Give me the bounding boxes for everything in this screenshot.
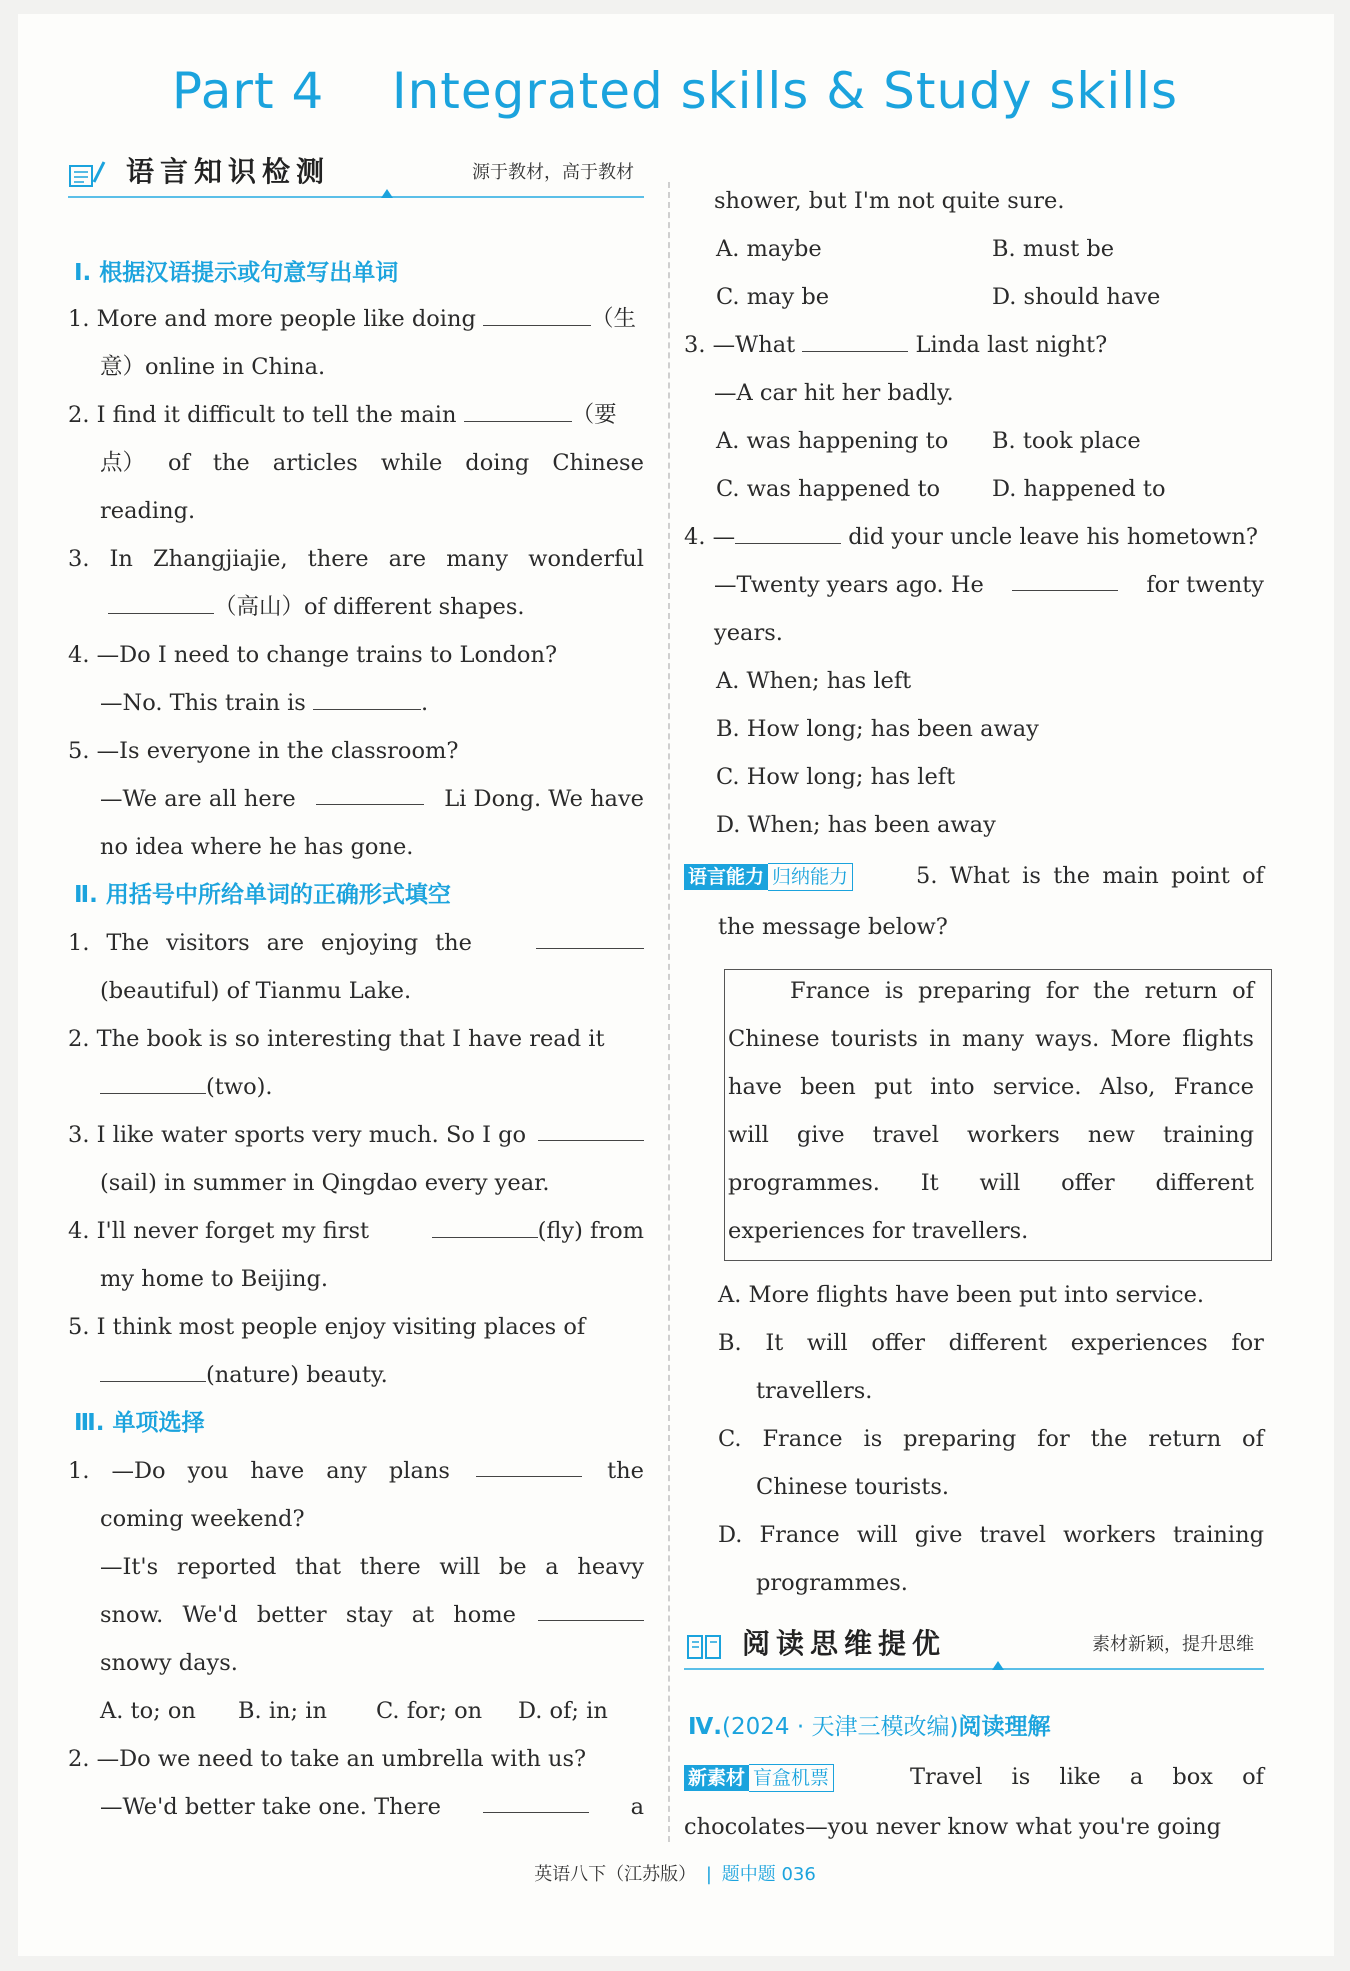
- word: for: [1045, 978, 1079, 1004]
- option-b[interactable]: B. must be: [992, 236, 1115, 262]
- answer-blank[interactable]: [735, 523, 841, 544]
- q5-option-b[interactable]: [718, 1328, 1264, 1358]
- header-title: 语言知识检测: [126, 155, 331, 188]
- word: preparing: [918, 978, 1032, 1004]
- notebook-pen-icon: [68, 158, 108, 190]
- answer-blank[interactable]: [538, 1120, 644, 1141]
- word: service.: [992, 1074, 1082, 1100]
- word: many: [962, 1026, 1024, 1052]
- word: will: [728, 1122, 769, 1148]
- word: box: [1172, 1764, 1213, 1790]
- word: are: [388, 546, 427, 572]
- header-marker: [381, 189, 393, 198]
- word: experiences for travellers.: [728, 1218, 1029, 1244]
- s2-q4-line2: my home to Beijing.: [100, 1266, 329, 1292]
- word: workers: [1063, 1522, 1156, 1548]
- answer-blank[interactable]: [483, 1792, 589, 1813]
- word: 1.: [68, 1458, 90, 1484]
- s1-q4-line2: —No. This train is .: [100, 690, 429, 716]
- s2-q4-line1: 4. I'll never forget my first (fly) from: [68, 1218, 644, 1244]
- r-q4-line3: years.: [714, 620, 783, 646]
- word: put: [874, 1074, 912, 1100]
- r-q4-line2: —Twenty years ago. He for twenty: [714, 572, 1264, 598]
- answer-blank[interactable]: [432, 1217, 538, 1238]
- header-language-check: [68, 148, 644, 198]
- s1-q4-line1: 4. —Do I need to change trains to London?: [68, 642, 558, 668]
- s2-q1-line1: [68, 928, 644, 958]
- word: home: [453, 1602, 516, 1628]
- word: training: [1173, 1522, 1264, 1548]
- s1-q1-line2: 意）online in China.: [100, 354, 326, 380]
- q2-options-row1: [716, 234, 1114, 264]
- answer-blank[interactable]: [313, 689, 421, 710]
- word: offer: [1061, 1170, 1115, 1196]
- r-q5-line1: [684, 861, 1264, 891]
- tag-new-material: 新素材: [684, 1765, 749, 1791]
- word: France: [759, 1522, 840, 1548]
- word: travel: [872, 1122, 939, 1148]
- word: you: [187, 1458, 229, 1484]
- word: experiences: [1070, 1330, 1208, 1356]
- word: that: [295, 1554, 342, 1580]
- word: there: [359, 1554, 421, 1580]
- answer-blank[interactable]: [100, 1073, 206, 1094]
- tag-induction-ability: 归纳能力: [768, 863, 853, 891]
- answer-blank[interactable]: [1012, 570, 1118, 591]
- word: give: [914, 1522, 963, 1548]
- word: new: [1087, 1122, 1135, 1148]
- s2-q5-line1: 5. I think most people enjoy visiting places of: [68, 1314, 586, 1340]
- r-q3-line2: —A car hit her badly.: [714, 380, 954, 406]
- word: doing: [465, 450, 530, 476]
- header-title: 阅读思维提优: [742, 1627, 947, 1660]
- word: the: [435, 930, 472, 956]
- s3-q1-line5: snowy days.: [100, 1650, 238, 1676]
- word: a: [1129, 1764, 1144, 1790]
- word: of: [168, 450, 190, 476]
- r-q5-line2: the message below?: [718, 914, 948, 940]
- word: tourists: [830, 1026, 918, 1052]
- word: visitors: [166, 930, 250, 956]
- header-reading-improve: [684, 1620, 1264, 1670]
- word: workers: [967, 1122, 1060, 1148]
- word: France: [1173, 1074, 1254, 1100]
- option-a[interactable]: A. to; on: [100, 1698, 196, 1724]
- word: return: [1144, 978, 1218, 1004]
- word: B.: [718, 1330, 742, 1356]
- answer-blank[interactable]: [536, 928, 644, 949]
- option-d[interactable]: D. happened to: [992, 476, 1166, 502]
- word: articles: [272, 450, 358, 476]
- option-a[interactable]: A. maybe: [716, 236, 822, 262]
- s1-q3-line1: [68, 544, 644, 574]
- section-1-heading: Ⅰ. 根据汉语提示或句意写出单词: [74, 260, 399, 286]
- s1-q2-line1: 2. I find it difficult to tell the main （要: [68, 402, 617, 428]
- option-c[interactable]: C. may be: [716, 284, 830, 310]
- q5-option-c-cont: Chinese tourists.: [756, 1474, 950, 1500]
- word: are: [266, 930, 305, 956]
- word: will: [856, 1522, 898, 1548]
- word: while: [380, 450, 443, 476]
- s2-q2-line2: (two).: [100, 1072, 273, 1102]
- word: in: [929, 1026, 951, 1052]
- word: We'd: [182, 1602, 238, 1628]
- word: a: [545, 1554, 559, 1580]
- word: offer: [871, 1330, 925, 1356]
- word: give: [796, 1122, 845, 1148]
- word: plans: [388, 1458, 450, 1484]
- tag-language-ability: 语言能力: [684, 864, 768, 890]
- word: 5.: [916, 863, 938, 889]
- word: flights: [1182, 1026, 1254, 1052]
- r-q3-line1: 3. —What Linda last night?: [684, 332, 1108, 358]
- s3-q1-options: [100, 1696, 608, 1726]
- header-marker: [992, 1661, 1004, 1670]
- box-line2: [728, 1024, 1254, 1054]
- word: have: [728, 1074, 782, 1100]
- word: Chinese: [728, 1026, 820, 1052]
- q3-options-row2: [716, 474, 1166, 504]
- word: heavy: [577, 1554, 644, 1580]
- word: More: [1110, 1026, 1172, 1052]
- q5-option-b-cont: travellers.: [756, 1378, 873, 1404]
- s3-q1-line2: coming weekend?: [100, 1506, 305, 1532]
- word: —Do: [111, 1458, 166, 1484]
- word: ways.: [1035, 1026, 1100, 1052]
- word: different: [1155, 1170, 1254, 1196]
- passage-line1: [684, 1762, 1264, 1792]
- word: there: [307, 546, 369, 572]
- word: for: [1037, 1426, 1070, 1452]
- word: —It's: [100, 1554, 159, 1580]
- option-a[interactable]: A. was happening to: [716, 428, 949, 454]
- word: is: [863, 1426, 883, 1452]
- s1-q3-line2: （高山）of different shapes.: [108, 592, 525, 622]
- word: France: [790, 978, 871, 1004]
- r-q4-line1: 4. — did your uncle leave his hometown?: [684, 524, 1258, 550]
- word: for: [1231, 1330, 1264, 1356]
- word: It: [765, 1330, 784, 1356]
- word: the: [1090, 1426, 1128, 1452]
- open-book-icon: [684, 1630, 724, 1662]
- page-footer: [0, 1860, 1350, 1886]
- s2-q5-line2: (nature) beauty.: [100, 1360, 388, 1390]
- part-title: Part 4 Integrated skills & Study skills: [171, 62, 1179, 120]
- s2-q1-line2: (beautiful) of Tianmu Lake.: [100, 978, 412, 1004]
- word: enjoying: [321, 930, 419, 956]
- word: 3.: [68, 546, 90, 572]
- answer-blank[interactable]: [464, 401, 572, 422]
- word: programmes.: [728, 1170, 880, 1196]
- book-name: 英语八下（江苏版）: [534, 1864, 697, 1885]
- word: of: [1242, 863, 1264, 889]
- answer-blank[interactable]: [483, 305, 591, 326]
- word: 1.: [68, 930, 90, 956]
- word: different: [948, 1330, 1048, 1356]
- word: of: [1232, 978, 1254, 1004]
- word: reported: [176, 1554, 277, 1580]
- s1-q5-line3: no idea where he has gone.: [100, 834, 414, 860]
- footer-separator: |: [705, 1864, 712, 1885]
- word: return: [1148, 1426, 1222, 1452]
- word: snow.: [100, 1602, 164, 1628]
- word: is: [884, 978, 904, 1004]
- word: of: [1242, 1426, 1264, 1452]
- word: stay: [345, 1602, 393, 1628]
- page-number: 题中题 036: [721, 1864, 816, 1885]
- word: In: [109, 546, 133, 572]
- word: will: [439, 1554, 481, 1580]
- q5-option-a[interactable]: A. More flights have been put into service.: [718, 1282, 1205, 1308]
- s1-q5-line2: —We are all here Li Dong. We have: [100, 786, 644, 812]
- header-subtitle: 素材新颖，提升思维: [1092, 1634, 1254, 1655]
- s2-q3-line1: 3. I like water sports very much. So I go: [68, 1120, 644, 1150]
- word: the: [1093, 978, 1131, 1004]
- q5-option-d[interactable]: [718, 1520, 1264, 1550]
- box-line6: [728, 1216, 1028, 1246]
- option-b[interactable]: B. How long; has been away: [716, 716, 1039, 742]
- s3-q1-line3: [100, 1552, 644, 1582]
- column-divider: [668, 182, 670, 1842]
- option-b[interactable]: B. in; in: [238, 1698, 327, 1724]
- word: will: [806, 1330, 848, 1356]
- box-line4: [728, 1120, 1254, 1150]
- word: wonderful: [528, 546, 644, 572]
- s1-q1-line1: 1. More and more people like doing （生: [68, 306, 637, 332]
- word: 点）: [100, 450, 146, 476]
- s2-q3-line2: (sail) in summer in Qingdao every year.: [100, 1170, 550, 1196]
- option-d[interactable]: D. of; in: [518, 1698, 608, 1724]
- word: the: [212, 450, 250, 476]
- section-4-heading: Ⅳ.(2024 · 天津三模改编)阅读理解: [688, 1714, 1051, 1740]
- word: like: [1059, 1764, 1101, 1790]
- word: any: [326, 1458, 367, 1484]
- word: will: [979, 1170, 1021, 1196]
- r-continuation: shower, but I'm not quite sure.: [714, 188, 1065, 214]
- word: the: [1053, 863, 1091, 889]
- word: of: [1242, 1764, 1264, 1790]
- word: Zhangjiajie,: [152, 546, 288, 572]
- tag-blind-box-ticket: 盲盒机票: [749, 1764, 834, 1792]
- option-d[interactable]: D. When; has been away: [716, 812, 996, 838]
- word: better: [256, 1602, 327, 1628]
- q3-options-row1: [716, 426, 1141, 456]
- s3-q1-line4: [100, 1600, 644, 1630]
- box-line1: [790, 976, 1254, 1006]
- word: France: [762, 1426, 843, 1452]
- option-a[interactable]: A. When; has left: [716, 668, 912, 694]
- word: Chinese: [552, 450, 644, 476]
- word: Travel: [910, 1764, 983, 1790]
- answer-blank[interactable]: [108, 593, 214, 614]
- option-c[interactable]: C. How long; has left: [716, 764, 956, 790]
- word: be: [498, 1554, 527, 1580]
- answer-blank[interactable]: [316, 784, 424, 805]
- s1-q5-line1: 5. —Is everyone in the classroom?: [68, 738, 459, 764]
- word: is: [1011, 1764, 1031, 1790]
- word: been: [800, 1074, 856, 1100]
- section-3-heading: Ⅲ. 单项选择: [74, 1410, 205, 1436]
- option-d[interactable]: D. should have: [992, 284, 1161, 310]
- option-c[interactable]: C. was happened to: [716, 476, 941, 502]
- answer-blank[interactable]: [802, 331, 908, 352]
- q5-option-d-cont: programmes.: [756, 1570, 908, 1596]
- word: at: [411, 1602, 435, 1628]
- word: What: [949, 863, 1010, 889]
- section-2-heading: Ⅱ. 用括号中所给单词的正确形式填空: [74, 882, 451, 908]
- answer-blank[interactable]: [100, 1361, 206, 1382]
- s3-q2-line1: 2. —Do we need to take an umbrella with us?: [68, 1746, 587, 1772]
- word: preparing: [903, 1426, 1017, 1452]
- word: D.: [718, 1522, 743, 1548]
- word: Also,: [1099, 1074, 1156, 1100]
- option-c[interactable]: C. for; on: [376, 1698, 483, 1724]
- word: is: [1022, 863, 1041, 889]
- s2-q2-line1: 2. The book is so interesting that I have read it: [68, 1026, 605, 1052]
- s1-q2-line3: reading.: [100, 498, 196, 524]
- box-line3: [728, 1072, 1254, 1102]
- word: into: [930, 1074, 975, 1100]
- s1-q2-line2: [100, 448, 644, 478]
- passage-line2: chocolates—you never know what you're going: [684, 1814, 1222, 1840]
- answer-blank[interactable]: [538, 1600, 644, 1621]
- word: travel: [979, 1522, 1046, 1548]
- word: main: [1102, 863, 1159, 889]
- word: C.: [718, 1426, 742, 1452]
- word: many: [446, 546, 509, 572]
- word: training: [1162, 1122, 1254, 1148]
- q5-option-c[interactable]: [718, 1424, 1264, 1454]
- word: have: [250, 1458, 305, 1484]
- header-subtitle: 源于教材，高于教材: [472, 162, 634, 183]
- answer-blank[interactable]: [476, 1456, 582, 1477]
- option-b[interactable]: B. took place: [992, 428, 1141, 454]
- s3-q1-line1: 1. —Do you have any plans the: [68, 1458, 644, 1484]
- word: The: [106, 930, 150, 956]
- box-line5: [728, 1168, 1254, 1198]
- s3-q2-line2: —We'd better take one. There a: [100, 1794, 644, 1820]
- q2-options-row2: [716, 282, 1160, 312]
- word: It: [920, 1170, 939, 1196]
- word: point: [1171, 863, 1230, 889]
